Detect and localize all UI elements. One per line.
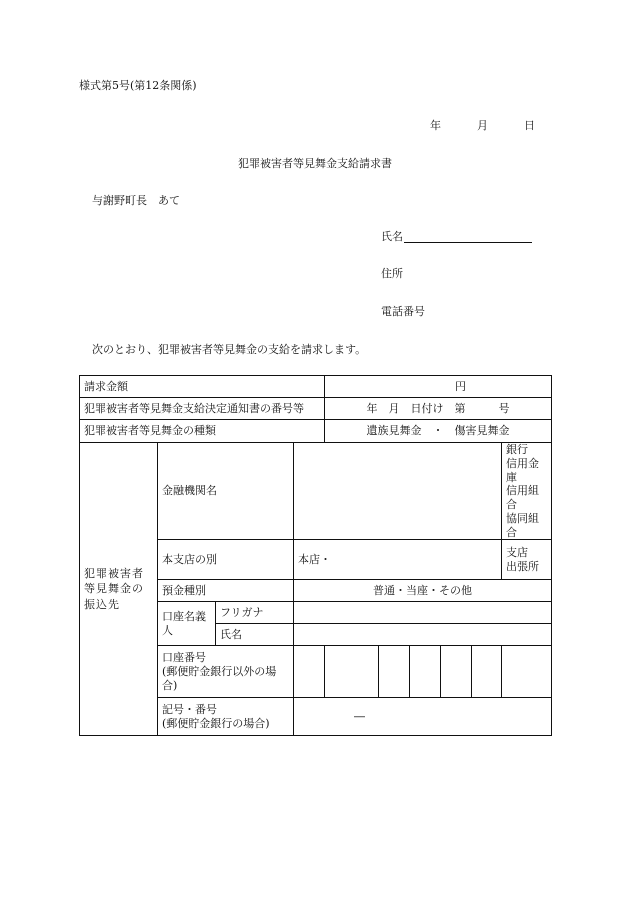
bank-types[interactable] bbox=[502, 443, 552, 540]
request-table bbox=[79, 375, 552, 736]
type-label: 犯罪被害者等見舞金の種類 bbox=[80, 420, 325, 443]
applicant-name-line[interactable] bbox=[404, 230, 532, 243]
account-label: 口座番号 (郵便貯金銀行以外の場合) bbox=[158, 646, 294, 698]
notice-row bbox=[80, 398, 552, 420]
branch-type-shiten: 支店 bbox=[506, 546, 528, 559]
applicant-address-label: 住所 bbox=[381, 267, 403, 280]
bank-type-shinyo-kinko: 信用金庫 bbox=[506, 456, 539, 484]
notice-value[interactable]: 年 月 日付け 第 号 bbox=[325, 398, 552, 420]
bank-type-kyodo-kumiai: 協同組合 bbox=[506, 511, 539, 539]
holder-name-label: 氏名 bbox=[216, 624, 294, 646]
date-month: 月 bbox=[477, 119, 488, 132]
bank-label: 金融機関名 bbox=[158, 443, 294, 540]
postal-label: 記号・番号 (郵便貯金銀行の場合) bbox=[158, 698, 294, 736]
branch-type-shucchojo: 出張所 bbox=[506, 559, 539, 573]
date-day: 日 bbox=[524, 119, 535, 132]
applicant-address-field[interactable] bbox=[381, 267, 403, 280]
account-digit-1[interactable] bbox=[294, 646, 325, 698]
postal-cell[interactable]: ― bbox=[294, 698, 552, 736]
furigana-cell[interactable] bbox=[294, 602, 552, 624]
amount-row bbox=[80, 376, 552, 398]
date-year: 年 bbox=[430, 119, 441, 132]
document-title: 犯罪被害者等見舞金支給請求書 bbox=[238, 157, 392, 170]
branch-cell[interactable]: 本店・ bbox=[294, 540, 502, 580]
applicant-phone-label: 電話番号 bbox=[381, 305, 425, 318]
addressee: 与謝野町長 あて bbox=[92, 194, 180, 207]
amount-label: 請求金額 bbox=[80, 376, 325, 398]
holder-label: 口座名義人 bbox=[158, 602, 216, 646]
account-digit-6[interactable] bbox=[472, 646, 502, 698]
account-digit-3[interactable] bbox=[379, 646, 410, 698]
type-value[interactable]: 遺族見舞金 ・ 傷害見舞金 bbox=[325, 420, 552, 443]
branch-types[interactable] bbox=[502, 540, 552, 580]
notice-label: 犯罪被害者等見舞金支給決定通知書の番号等 bbox=[80, 398, 325, 420]
deposit-value[interactable]: 普通・当座・その他 bbox=[294, 580, 552, 602]
deposit-label: 預金種別 bbox=[158, 580, 294, 602]
applicant-name-label: 氏名 bbox=[381, 230, 403, 243]
applicant-name-field[interactable] bbox=[381, 230, 532, 243]
type-row bbox=[80, 420, 552, 443]
applicant-phone-field[interactable] bbox=[381, 305, 425, 318]
furigana-label: フリガナ bbox=[216, 602, 294, 624]
branch-label: 本支店の別 bbox=[158, 540, 294, 580]
amount-cell[interactable]: 円 bbox=[325, 376, 552, 398]
account-digit-5[interactable] bbox=[441, 646, 472, 698]
bank-type-ginko: 銀行 bbox=[506, 443, 528, 456]
bank-name-cell[interactable] bbox=[294, 443, 502, 540]
bank-row bbox=[80, 443, 552, 540]
account-digit-7[interactable] bbox=[502, 646, 552, 698]
payee-label-cell bbox=[80, 443, 158, 736]
holder-name-cell[interactable] bbox=[294, 624, 552, 646]
form-number: 様式第5号(第12条関係) bbox=[79, 79, 197, 92]
account-digit-4[interactable] bbox=[410, 646, 441, 698]
payee-label: 犯罪被害者等見舞金の振込先 bbox=[84, 567, 144, 611]
bank-type-shinyo-kumiai: 信用組合 bbox=[506, 484, 539, 511]
intro-text: 次のとおり、犯罪被害者等見舞金の支給を請求します。 bbox=[92, 343, 367, 356]
account-digit-2[interactable] bbox=[325, 646, 379, 698]
